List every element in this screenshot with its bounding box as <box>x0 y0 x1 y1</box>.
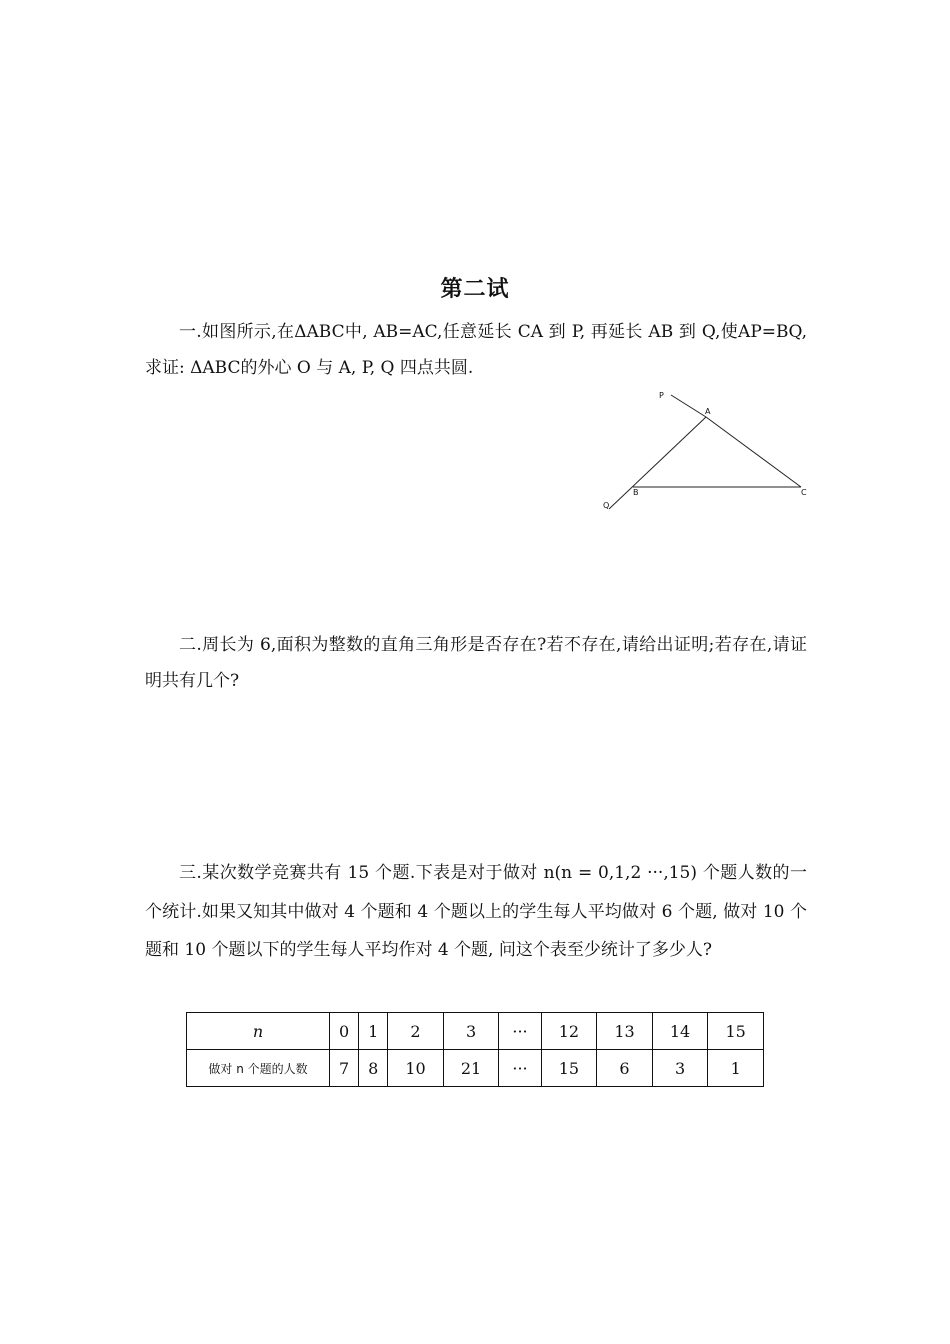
table-cell-3: 21 <box>443 1050 499 1087</box>
label-b: B <box>633 488 639 497</box>
line-a-c <box>706 417 801 487</box>
label-p: P <box>659 391 664 400</box>
table-col-4: ··· <box>499 1013 541 1050</box>
label-a: A <box>705 407 711 416</box>
table-header-label: n <box>187 1013 330 1050</box>
table-row-label: 做对 n 个题的人数 <box>187 1050 330 1087</box>
line-p-a <box>671 395 706 417</box>
statistics-table <box>186 1012 764 1087</box>
table-col-7: 14 <box>652 1013 708 1050</box>
table-col-3: 3 <box>443 1013 499 1050</box>
label-q: Q <box>603 501 610 510</box>
table-cell-6: 6 <box>597 1050 653 1087</box>
triangle-figure <box>595 385 815 515</box>
table-cell-0: 7 <box>330 1050 359 1087</box>
table-cell-7: 3 <box>652 1050 708 1087</box>
table-cell-2: 10 <box>388 1050 444 1087</box>
table-cell-4: ··· <box>499 1050 541 1087</box>
table-col-1: 1 <box>359 1013 388 1050</box>
table-col-2: 2 <box>388 1013 444 1050</box>
table-col-8: 15 <box>708 1013 764 1050</box>
table-col-5: 12 <box>541 1013 597 1050</box>
problem-2-text: 二.周长为 6,面积为整数的直角三角形是否存在?若不存在,请给出证明;若存在,请证明共有几个? <box>145 635 807 691</box>
line-a-q <box>609 417 706 509</box>
table-col-6: 13 <box>597 1013 653 1050</box>
table-col-0: 0 <box>330 1013 359 1050</box>
problem-3-text: 三.某次数学竞赛共有 15 个题.下表是对于做对 n(n = 0,1,2 ···,15) 个题人数的一个统计.如果又知其中做对 4 个题和 4 个题以上的学生每人平均做对 6 个题, 做对 10 个题和 10 个题以下的学生每人平均作对 4 个题, 问这个表至少统计了多少人? <box>145 863 807 960</box>
table-cell-8: 1 <box>708 1050 764 1087</box>
table-cell-5: 15 <box>541 1050 597 1087</box>
label-c: C <box>801 488 807 497</box>
problem-1-text: 一.如图所示,在ΔABC中, AB=AC,任意延长 CA 到 P, 再延长 AB 到 Q,使AP=BQ,求证: ΔABC的外心 O 与 A, P, Q 四点共圆. <box>145 322 807 378</box>
table-row <box>187 1050 764 1087</box>
table-header-row <box>187 1013 764 1050</box>
page-title: 第二试 <box>440 276 510 302</box>
table-cell-1: 8 <box>359 1050 388 1087</box>
